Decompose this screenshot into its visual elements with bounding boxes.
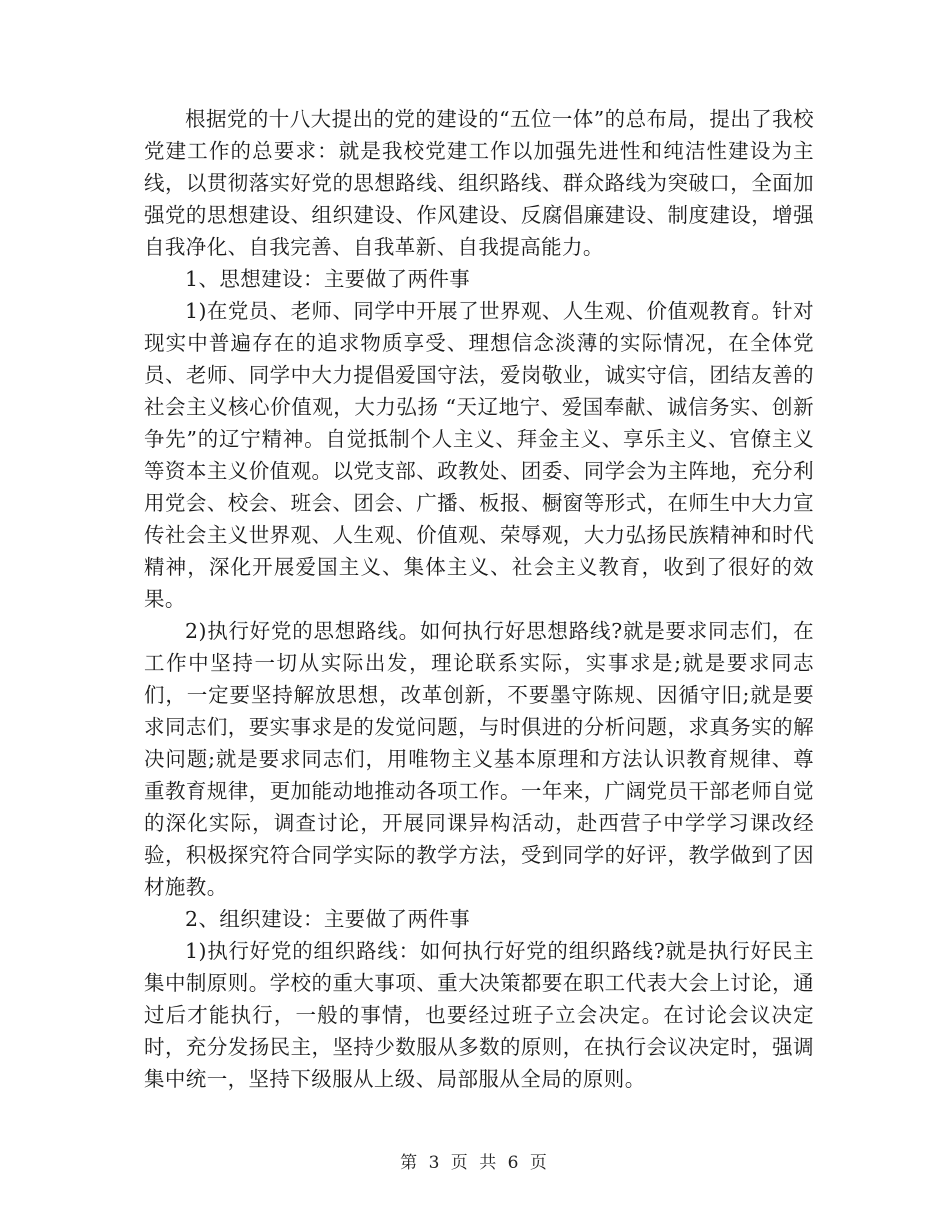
ideology-item-2: 2)执行好党的思想路线。如何执行好思想路线?就是要求同志们，在工作中坚持一切从实际出发，理论联系实际，实事求是;就是要求同志们，一定要坚持解放思想，改革创新，不要墨守陈规、因循守旧;就是要求同志们，要实事求是的发觉问题，与时俱进的分析问题，求真务实的解决问题;就是要求同志们，用唯物主义基本原理和方法认识教育规律、尊重教育规律，更加能动地推动各项工作。一年来，广阔党员干部老师自觉的深化实际，调查讨论，开展同课异构活动，赴西营子中学学习课改经验，积极探究符合同学实际的教学方法，受到同学的好评，教学做到了因材施教。 <box>144 619 814 899</box>
organization-item-1: 1)执行好党的组织路线：如何执行好党的组织路线?就是执行好民主集中制原则。学校的重大事项、重大决策都要在职工代表大会上讨论，通过后才能执行，一般的事情，也要经过班子立会决定。在讨论会议决定时，充分发扬民主，坚持少数服从多数的原则，在执行会议决定时，强调集中统一，坚持下级服从上级、局部服从全局的原则。 <box>144 939 814 1091</box>
section-heading-ideology: 1、思想建设：主要做了两件事 <box>185 267 471 291</box>
section-heading-organization: 2、组织建设：主要做了两件事 <box>185 907 471 931</box>
intro-paragraph: 根据党的十八大提出的党的建设的“五位一体”的总布局，提出了我校党建工作的总要求：就是我校党建工作以加强先进性和纯洁性建设为主线，以贯彻落实好党的思想路线、组织路线、群众路线为突破口，全面加强党的思想建设、组织建设、作风建设、反腐倡廉建设、制度建设，增强自我净化、自我完善、自我革新、自我提高能力。 <box>144 107 814 259</box>
page-number-footer: 第 3 页 共 6 页 <box>400 1153 550 1173</box>
document-body <box>144 103 814 1095</box>
ideology-item-1: 1)在党员、老师、同学中开展了世界观、人生观、价值观教育。针对现实中普遍存在的追求物质享受、理想信念淡薄的实际情况，在全体党员、老师、同学中大力提倡爱国守法，爱岗敬业，诚实守信，团结友善的社会主义核心价值观，大力弘扬 “天辽地宁、爱国奉献、诚信务实、创新争先”的辽宁精神。自觉抵制个人主义、拜金主义、享乐主义、官僚主义等资本主义价值观。以党支部、政教处、团委、同学会为主阵地，充分利用党会、校会、班会、团会、广播、板报、橱窗等形式，在师生中大力宣传社会主义世界观、人生观、价值观、荣辱观，大力弘扬民族精神和时代精神，深化开展爱国主义、集体主义、社会主义教育，收到了很好的效果。 <box>144 299 814 611</box>
